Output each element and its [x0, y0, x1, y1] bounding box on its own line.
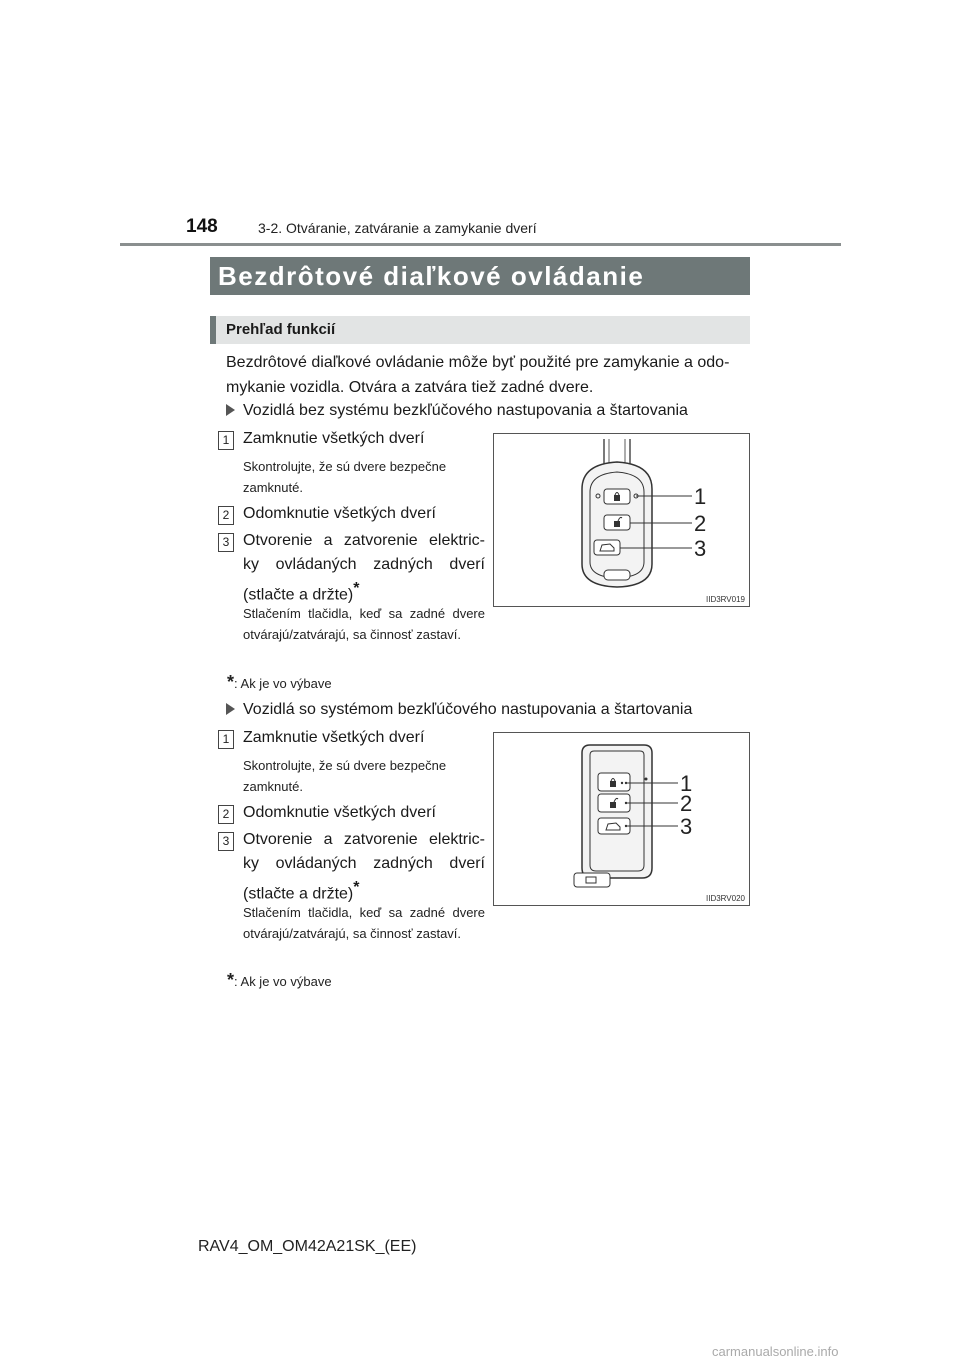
item-number: 2 — [218, 805, 234, 824]
remote-key-illustration — [494, 434, 749, 606]
callout-1: 1 — [694, 484, 707, 509]
callout-3: 3 — [694, 536, 707, 561]
item-note-lock: Skontrolujte, že sú dvere bezpečne zamknuté. — [243, 459, 447, 495]
footnote-star: * — [353, 879, 360, 896]
callout-3: 3 — [680, 814, 693, 839]
item-note-lock: Skontrolujte, že sú dvere bezpečne zamknuté. — [243, 758, 447, 794]
item-number: 1 — [218, 730, 234, 749]
figure-key-remote — [493, 433, 750, 607]
smart-key-illustration — [494, 733, 749, 905]
watermark: carmanualsonline.info — [712, 1344, 839, 1359]
figure-code: IID3RV019 — [706, 595, 745, 604]
figure-code: IID3RV020 — [706, 894, 745, 903]
document-code-footer: RAV4_OM_OM42A21SK_(EE) — [198, 1238, 417, 1255]
triangle-bullet-icon — [226, 703, 235, 715]
item-number: 1 — [218, 431, 234, 450]
footnote: *: Ak je vo výbave — [227, 672, 332, 692]
item-note-power-back-door: Stlačením tlačidla, keď sa zadné dvere otvárajú/zatvárajú, sa činnosť zastaví. — [243, 905, 485, 941]
item-number: 3 — [218, 533, 234, 552]
figure-smart-key — [493, 732, 750, 906]
page-number: 148 — [186, 216, 218, 237]
item-number: 2 — [218, 506, 234, 525]
callout-2: 2 — [680, 791, 693, 816]
chapter-title: 3-2. Otváranie, zatváranie a zamykanie dverí — [258, 220, 537, 236]
item-label-lock: Zamknutie všetkých dverí — [243, 430, 425, 447]
item-number: 3 — [218, 832, 234, 851]
footnote: *: Ak je vo výbave — [227, 970, 332, 990]
triangle-bullet-icon — [226, 404, 235, 416]
item-label-lock: Zamknutie všetkých dverí — [243, 729, 425, 746]
section-subheading: Prehľad funkcií — [210, 316, 750, 344]
item-note-power-back-door: Stlačením tlačidla, keď sa zadné dvere otvárajú/zatvárajú, sa činnosť zastaví. — [243, 606, 485, 642]
footnote-star: * — [353, 580, 360, 597]
section-heading-smart-key: Vozidlá so systémom bezkľúčového nastupovania a štartovania — [226, 701, 692, 719]
header-divider — [120, 243, 841, 246]
page-title: Bezdrôtové diaľkové ovládanie — [210, 257, 750, 295]
section-heading-no-smart-key: Vozidlá bez systému bezkľúčového nastupovania a štartovania — [226, 402, 688, 420]
item-label-unlock: Odomknutie všetkých dverí — [243, 505, 436, 522]
callout-1: 1 — [680, 771, 693, 796]
item-label-power-back-door: Otvorenie a zatvorenie elektric- ky ovládaných zadných dverí (stlačte a držte)* — [243, 831, 485, 903]
callout-2: 2 — [694, 511, 707, 536]
intro-paragraph: Bezdrôtové diaľkové ovládanie môže byť použité pre zamykanie a odo-mykanie vozidla. Otvára a zatvára tiež zadné dvere. — [226, 354, 730, 396]
item-label-unlock: Odomknutie všetkých dverí — [243, 804, 436, 821]
item-label-power-back-door: Otvorenie a zatvorenie elektric- ky ovládaných zadných dverí (stlačte a držte)* — [243, 532, 485, 604]
